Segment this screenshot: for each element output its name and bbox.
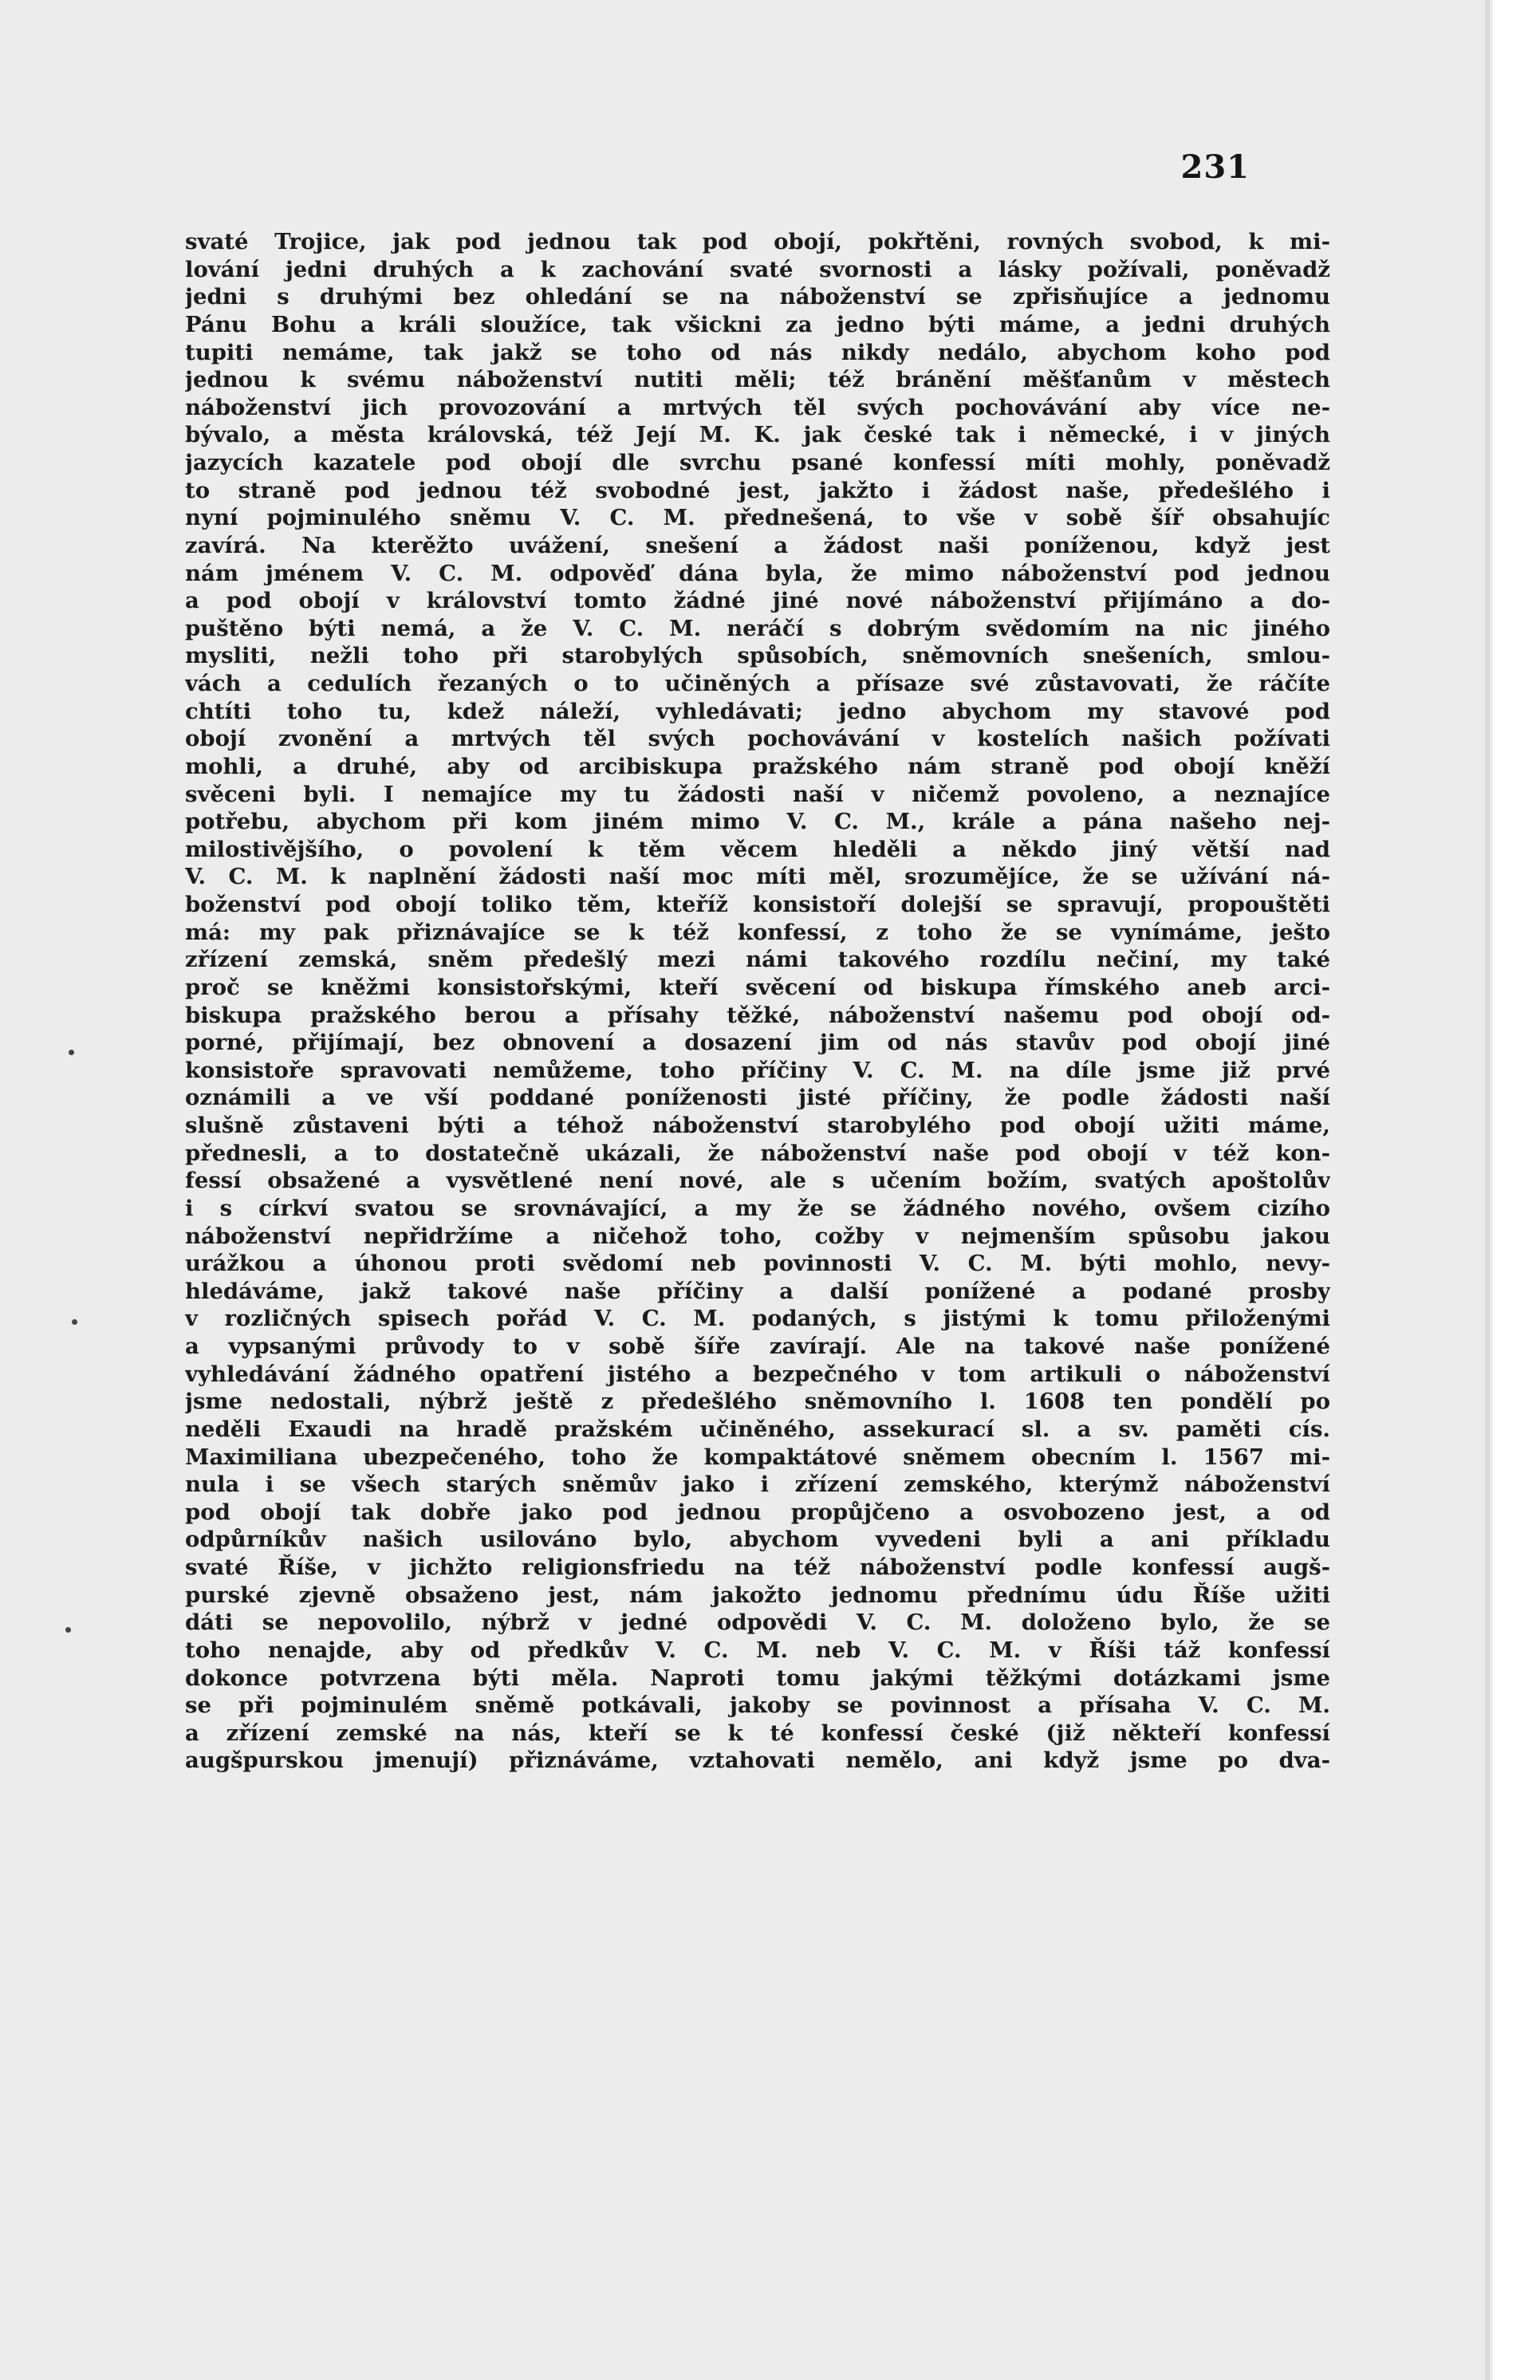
text-line: obojí zvonění a mrtvých těl svých pochovávání v kostelích našich požívati xyxy=(185,726,1330,752)
text-line: a vypsanými průvody to v sobě šíře zavírají. Ale na takové naše ponížené xyxy=(185,1334,1330,1359)
text-line: tupiti nemáme, tak jakž se toho od nás nikdy nedálo, abychom koho pod xyxy=(185,339,1330,365)
text-line: přednesli, a to dostatečně ukázali, že náboženství naše pod obojí v též kon- xyxy=(185,1140,1330,1166)
text-line: hledáváme, jakž takové naše příčiny a další ponížené a podané prosby xyxy=(185,1278,1330,1304)
text-line: mohli, a druhé, aby od arcibiskupa pražského nám straně pod obojí kněží xyxy=(185,753,1330,779)
text-line: konsistoře spravovati nemůžeme, toho příčiny V. C. M. na díle jsme již prvé xyxy=(185,1057,1330,1083)
text-line: má: my pak přiznávajíce se k též konfessí, z toho že se vynímáme, ješto xyxy=(185,919,1330,945)
text-line: toho nenajde, aby od předkův V. C. M. neb V. C. M. v Říši táž konfessí xyxy=(185,1637,1330,1663)
text-line: Pánu Bohu a králi sloužíce, tak všickni za jedno býti máme, a jedni druhých xyxy=(185,311,1330,337)
text-line: urážkou a úhonou proti svědomí neb povinnosti V. C. M. býti mohlo, nevy- xyxy=(185,1251,1330,1277)
text-line: i s církví svatou se srovnávající, a my že se žádného nového, ovšem cizího xyxy=(185,1195,1330,1221)
text-line: nula i se všech starých sněmův jako i zřízení zemského, kterýmž náboženství xyxy=(185,1472,1330,1498)
text-line: v rozličných spisech pořád V. C. M. podaných, s jistými k tomu přiloženými xyxy=(185,1306,1330,1332)
text-line: lování jedni druhých a k zachování svaté svornosti a lásky požívali, poněvadž xyxy=(185,256,1330,282)
text-line: Maximiliana ubezpečeného, toho že kompaktátové sněmem obecním l. 1567 mi- xyxy=(185,1444,1330,1470)
text-line: vyhledávání žádného opatření jistého a bezpečného v tom artikuli o náboženství xyxy=(185,1361,1330,1387)
text-line: fessí obsažené a vysvětlené není nové, ale s učením božím, svatých apoštolův xyxy=(185,1168,1330,1194)
text-line: jedni s druhými bez ohledání se na náboženství se zpřisňujíce a jednomu xyxy=(185,284,1330,310)
text-line: potřebu, abychom při kom jiném mimo V. C. M., krále a pána našeho nej- xyxy=(185,809,1330,835)
text-line: nám jménem V. C. M. odpověď dána byla, že mimo náboženství pod jednou xyxy=(185,560,1330,586)
text-line: a zřízení zemské na nás, kteří se k té konfessí české (již někteří konfessí xyxy=(185,1720,1330,1746)
text-line: mysliti, nežli toho při starobylých spůsobích, sněmovních snešeních, smlou- xyxy=(185,643,1330,669)
text-line: náboženství nepřidržíme a ničehož toho, cožby v nejmenším spůsobu jakou xyxy=(185,1223,1330,1249)
text-line: to straně pod jednou též svobodné jest, jakžto i žádost naše, předešlého i xyxy=(185,477,1330,503)
margin-speck xyxy=(65,1627,71,1633)
text-line: zavírá. Na kterěžto uvážení, snešení a žádost naši poníženou, když jest xyxy=(185,532,1330,558)
text-line: oznámili a ve vší poddané poníženosti jisté příčiny, že podle žádosti naší xyxy=(185,1085,1330,1111)
text-line: jsme nedostali, nýbrž ještě z předešlého sněmovního l. 1608 ten pondělí po xyxy=(185,1389,1330,1415)
text-line: biskupa pražského berou a přísahy těžké, náboženství našemu pod obojí od- xyxy=(185,1002,1330,1028)
text-line: svěceni byli. I nemajíce my tu žádosti naší v ničemž povoleno, a neznajíce xyxy=(185,781,1330,807)
text-line: V. C. M. k naplnění žádosti naší moc míti měl, srozumějíce, že se užívání ná- xyxy=(185,864,1330,890)
text-line: zřízení zemská, sněm předešlý mezi námi takového rozdílu nečiní, my také xyxy=(185,947,1330,973)
margin-speck xyxy=(69,1050,74,1055)
text-line: proč se kněžmi konsistořskými, kteří svěcení od biskupa římského aneb arci- xyxy=(185,974,1330,1000)
text-line: dáti se nepovolilo, nýbrž v jedné odpovědi V. C. M. doloženo bylo, že se xyxy=(185,1610,1330,1636)
text-line: chtíti toho tu, kdež náleží, vyhledávati; jedno abychom my stavové pod xyxy=(185,698,1330,724)
text-line: se při pojminulém sněmě potkávali, jakoby se povinnost a přísaha V. C. M. xyxy=(185,1692,1330,1719)
text-line: puštěno býti nemá, a že V. C. M. neráčí s dobrým svědomím na nic jiného xyxy=(185,615,1330,641)
text-line: slušně zůstaveni býti a téhož náboženství starobylého pod obojí užiti máme, xyxy=(185,1113,1330,1138)
text-line: boženství pod obojí toliko těm, kteříž konsistoří dolejší se spravují, propouštěti xyxy=(185,892,1330,917)
text-line: jednou k svému náboženství nutiti měli; též bránění měšťanům v městech xyxy=(185,367,1330,393)
body-text xyxy=(185,228,1330,1775)
text-line: porné, přijímají, bez obnovení a dosazení jim od nás stavův pod obojí jiné xyxy=(185,1030,1330,1056)
text-line: neděli Exaudi na hradě pražském učiněného, assekurací sl. a sv. paměti cís. xyxy=(185,1416,1330,1442)
text-line: milostivějšího, o povolení k těm věcem hleděli a někdo jiný větší nad xyxy=(185,836,1330,862)
page-number: 231 xyxy=(1180,148,1250,186)
text-line: pod obojí tak dobře jako pod jednou propůjčeno a osvobozeno jest, a od xyxy=(185,1499,1330,1525)
text-line: svaté Trojice, jak pod jednou tak pod obojí, pokřtěni, rovných svobod, k mi- xyxy=(185,229,1330,254)
text-line: dokonce potvrzena býti měla. Naproti tomu jakými těžkými dotázkami jsme xyxy=(185,1665,1330,1691)
text-line: náboženství jich provozování a mrtvých těl svých pochovávání aby více ne- xyxy=(185,394,1330,420)
text-line: svaté Říše, v jichžto religionsfriedu na též náboženství podle konfessí augš- xyxy=(185,1554,1330,1580)
text-line: jazycích kazatele pod obojí dle svrchu psané konfessí míti mohly, poněvadž xyxy=(185,450,1330,475)
text-line: vách a cedulích řezaných o to učiněných a přísaze své zůstavovati, že ráčíte xyxy=(185,671,1330,696)
text-line: nyní pojminulého sněmu V. C. M. přednešená, to vše v sobě šíř obsahujíc xyxy=(185,505,1330,531)
binding-edge xyxy=(1485,0,1490,2380)
text-line: purské zjevně obsaženo jest, nám jakožto jednomu přednímu údu Říše užiti xyxy=(185,1582,1330,1608)
text-line: bývalo, a města královská, též Její M. K. jak české tak i německé, i v jiných xyxy=(185,422,1330,448)
text-line: augšpurskou jmenují) přiznáváme, vztahovati nemělo, ani když jsme po dva- xyxy=(185,1748,1330,1774)
text-line: a pod obojí v království tomto žádné jiné nové náboženství přijímáno a do- xyxy=(185,588,1330,614)
margin-speck xyxy=(72,1319,77,1325)
text-line: odpůrníkův našich usilováno bylo, abychom vyvedeni byli a ani příkladu xyxy=(185,1527,1330,1553)
